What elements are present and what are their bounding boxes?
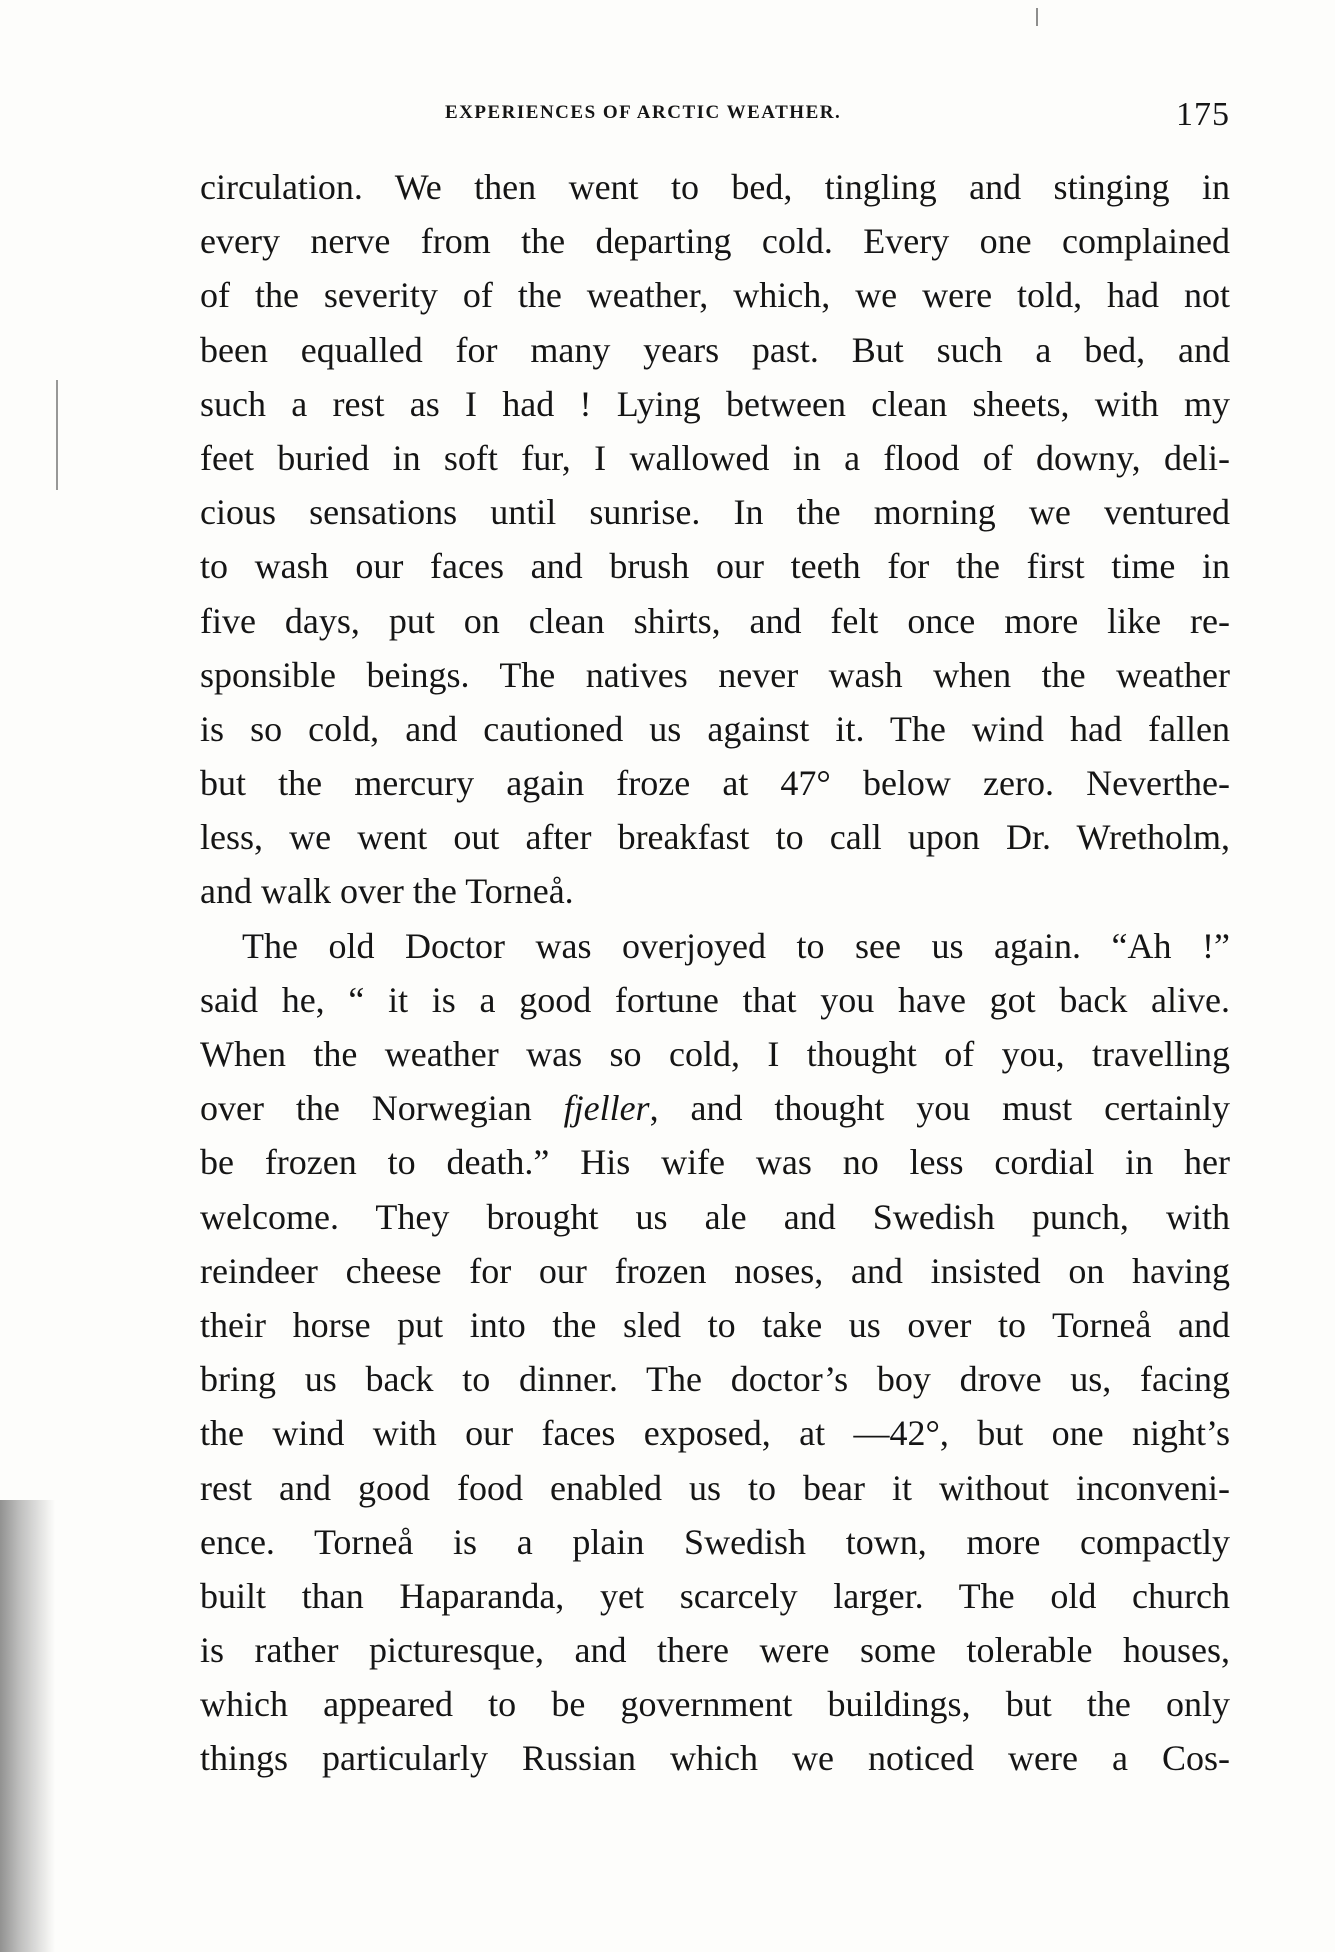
text-line: over the Norwegian fjeller, and thought you must certainly [200,1088,1230,1129]
page-number: 175 [1176,96,1230,133]
italic-word: fjeller [563,1088,650,1129]
text-line: but the mercury again froze at 47° below zero. Neverthe- [200,763,1230,804]
body-text [200,160,1230,1786]
paragraph-start-line: The old Doctor was overjoyed to see us again. “Ah !” [242,925,1230,966]
text-line: such a rest as I had ! Lying between clean sheets, with my [200,383,1230,424]
text-line: sponsible beings. The natives never wash when the weather [200,654,1230,695]
text-line: said he, “ it is a good fortune that you have got back alive. [200,979,1230,1020]
text-line: is so cold, and cautioned us against it. The wind had fallen [200,708,1230,749]
text-line: bring us back to dinner. The doctor’s boy drove us, facing [200,1359,1230,1400]
running-head [200,96,1230,136]
text-line: is rather picturesque, and there were some tolerable houses, [200,1630,1230,1671]
text-line: be frozen to death.” His wife was no less cordial in her [200,1142,1230,1183]
text-line: to wash our faces and brush our teeth for the first time in [200,546,1230,587]
text-line: of the severity of the weather, which, we were told, had not [200,275,1230,316]
text-line: every nerve from the departing cold. Every one complained [200,221,1230,262]
text-line: When the weather was so cold, I thought of you, travelling [200,1034,1230,1074]
text-line: ence. Torneå is a plain Swedish town, more compactly [200,1521,1230,1562]
text-line: rest and good food enabled us to bear it without inconveni- [200,1467,1230,1508]
text-line: their horse put into the sled to take us over to Torneå and [200,1304,1230,1345]
text-line: circulation. We then went to bed, tingling and stinging in [200,167,1230,207]
text-line: reindeer cheese for our frozen noses, and insisted on having [200,1250,1230,1291]
text-line: which appeared to be government buildings, but the only [200,1684,1230,1725]
text-line: the wind with our faces exposed, at —42°, but one night’s [200,1413,1230,1454]
gutter-shadow [0,1500,55,1952]
margin-rule [56,380,58,490]
text-line: less, we went out after breakfast to call upon Dr. Wretholm, [200,817,1230,858]
scan-mark [1036,8,1038,26]
text-line: feet buried in soft fur, I wallowed in a flood of downy, deli- [200,437,1230,478]
running-title: EXPERIENCES OF ARCTIC WEATHER. [445,102,842,123]
text-line: welcome. They brought us ale and Swedish punch, with [200,1196,1230,1237]
paragraph-end-line: and walk over the Torneå. [200,871,574,912]
text-line: things particularly Russian which we noticed were a Cos- [200,1738,1230,1779]
text-line: five days, put on clean shirts, and felt once more like re- [200,600,1230,641]
text-line: cious sensations until sunrise. In the morning we ventured [200,492,1230,533]
text-line: been equalled for many years past. But such a bed, and [200,329,1230,370]
text-line: built than Haparanda, yet scarcely larger. The old church [200,1575,1230,1616]
